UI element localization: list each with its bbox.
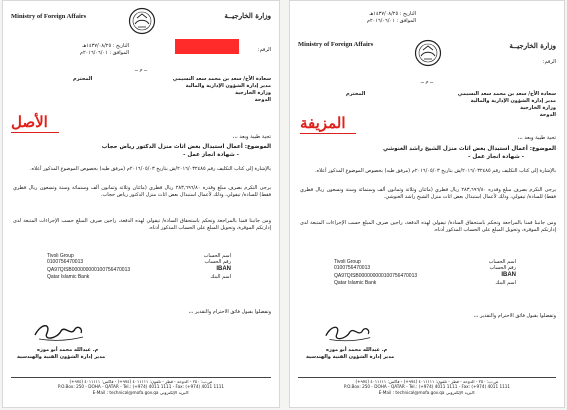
qatar-state-emblem-icon (128, 7, 156, 35)
subject-subtitle: - شهادة انجاز عمل - (183, 152, 239, 158)
footer-contact (7, 379, 275, 395)
footer-divider (11, 377, 271, 378)
iban-row (47, 266, 231, 274)
footer-email-label-arabic: البريد الإلكتروني: (159, 389, 190, 395)
date-gregorian: الموافق : ٢٠١٦/٠٦/٠١م (366, 18, 416, 24)
footer-email: E-Mail : technical@mofa.gov.qa (378, 389, 445, 395)
bank-details (334, 259, 516, 286)
date-hijri: التاريخ : ١٤٣٧/٠٨/٢٥هـ (369, 11, 416, 17)
account-number-label: رقم الحساب (489, 265, 516, 272)
stamp-underline (11, 132, 59, 133)
greeting: تحية طيبة وبعد ،،، (517, 135, 556, 141)
iban-label: IBAN (501, 271, 516, 278)
reference-label: الرقم: (257, 47, 271, 53)
signer-title: مدير إدارة الشؤون الفنية والهندسية (306, 354, 395, 360)
signer-name: م. عبدالله محمد أبو موزه (37, 347, 99, 353)
bank-name-value: Qatar Islamic Bank (334, 279, 377, 286)
footer-divider (298, 377, 556, 378)
paragraph-review: ومن جانبنا قمنا بالمراجعة وتحكم باستحقاق السادة/ تيفولي لهذه الدفعة، راجين صرف المبلغ حسب الإجراءات المتبعة لدى إدارتكم الموقرة، وتحويل المبلغ على الحساب المذكور أدناه. (13, 218, 271, 231)
iban-value: QA97QISB000000000100756470013 (334, 272, 418, 279)
paragraph-review: ومن جانبنا قمنا بالمراجعة وتحكم باستحقاق السادة/ تيفولي لهذه الدفعة، راجين صرف المبلغ حسب الإجراءات المتبعة لدى إدارتكم الموقرة، وتحويل المبلغ على الحساب المذكور أدناه. (300, 220, 556, 233)
closing-line: وتفضلوا بقبول فائق الاحترام والتقدير ،،، (473, 313, 556, 319)
english-ministry-header: Ministry of Foreign Affairs (298, 41, 374, 48)
footer-contact (294, 379, 560, 395)
bank-name-row (334, 280, 516, 286)
salutation: ــ م ــ (420, 79, 434, 85)
qatar-state-emblem-icon (414, 39, 442, 67)
footer-address-english: P.O.Box: 250 - DOHA - QATAR - Tel.: (+974) 4011 1111 - Fax: (+974) 4011 1111 (57, 384, 225, 390)
footer-email-label-arabic: البريد الإلكتروني: (445, 389, 476, 395)
signature-icon (31, 319, 87, 345)
redacted-reference-number (175, 39, 239, 54)
respect-label: المحترم (73, 76, 93, 82)
paragraph-payment: يرجى التكرم بصرف مبلغ وقدره ٢٨٣,٦٩٦/٨٠ ريال قطري (مائتان وثلاثة وثمانون ألف وستمائة وستة وتسعون ريال قطري فقط) للسادة/ تيفولي، وذلك لأعمال استبدال بعض اثاث منزل الدكتور رياض حجاب. (13, 185, 271, 198)
salutation: ــ م ــ (134, 67, 148, 73)
addressee-name: سعادة الأخ/ سعد بن محمد سعد النسيمي (457, 91, 556, 97)
iban-row (334, 272, 516, 280)
subject-line: الموضوع: أعمال استبدال بعض اثاث منزل الدكتور رياض حجاب (101, 144, 271, 150)
addressee-title: مدير إدارة الشؤون الإدارية والمالية (185, 83, 271, 89)
original-stamp-label: الأصل (11, 113, 48, 131)
document-forged (289, 0, 565, 408)
document-original (2, 0, 280, 408)
footer-email: E-Mail : technical@mofa.gov.qa (92, 389, 159, 395)
paragraph-reference: بالإشارة إلى كتاب التكليف رقم ٢٠١٦/٠٣٢٤٨٥/ش بتاريخ ٢٠١٦/٠٥/٠٣م (مرفق طيه) بخصوص الموضوع المذكور أعلاه. (314, 168, 556, 174)
date-hijri: التاريخ : ١٤٣٧/٠٨/٢٥هـ (82, 43, 129, 49)
subject-line: الموضوع: أعمال استبدال بعض اثاث منزل الشيخ راشد الغنوشي (383, 146, 556, 152)
paragraph-payment: يرجى التكرم بصرف مبلغ وقدره ٢٨٣,٦٩٦/٨٠ ريال قطري (مائتان وثلاثة وثمانون ألف وستمائة وستة وتسعون ريال قطري فقط) للسادة/ تيفولي، وذلك لأعمال استبدال بعض اثاث منزل الشيخ راشد الغنوشي. (300, 187, 556, 200)
account-name-label: اسم الحساب (488, 259, 516, 265)
addressee-ministry: وزارة الخارجية (520, 105, 556, 111)
bank-details (47, 253, 231, 280)
bank-name-label: اسم البنك (210, 273, 231, 280)
account-name-value: Tivoli Group (47, 253, 74, 259)
footer-address-arabic: ص.ب: ٢٥٠ - الدوحة - قطر - تلفون: ٤٠١١١١١ (٩٧٤+) - فاكس: ٤٠١١١١١ (٩٧٤+) (355, 379, 499, 384)
subject-subtitle: - شهادة انجاز عمل - (468, 154, 524, 160)
arabic-ministry-header: وزارة الخارجيــة (224, 11, 271, 20)
iban-value: QA97QISB000000000100756470013 (47, 266, 131, 273)
forged-stamp-label: المزيفة (300, 114, 346, 132)
footer-address-english: P.O.Box: 250 - DOHA - QATAR - Tel.: (+974) 4011 1111 - Fax: (+974) 4011 1111 (343, 384, 511, 390)
addressee-city: الدوحة (539, 112, 556, 118)
account-number-value: 0100756470013 (47, 259, 84, 266)
account-number-value: 0100756470013 (334, 265, 371, 272)
arabic-ministry-header: وزارة الخارجيــة (509, 41, 556, 50)
iban-label: IBAN (216, 265, 231, 272)
signer-title: مدير إدارة الشؤون الفنية والهندسية (17, 354, 106, 360)
addressee-ministry: وزارة الخارجية (235, 90, 271, 96)
footer-address-arabic: ص.ب: ٢٥٠ - الدوحة - قطر - تلفون: ٤٠١١١١١ (٩٧٤+) - فاكس: ٤٠١١١١١ (٩٧٤+) (69, 379, 213, 384)
date-gregorian: الموافق : ٢٠١٦/٠٦/٠١م (79, 50, 129, 56)
english-ministry-header: Ministry of Foreign Affairs (11, 13, 87, 20)
reference-label: الرقم: (542, 59, 556, 65)
signature-icon (320, 321, 376, 345)
stamp-underline (300, 133, 356, 134)
account-name-label: اسم الحساب (203, 253, 231, 259)
bank-name-label: اسم البنك (495, 279, 516, 286)
addressee-title: مدير إدارة الشؤون الإدارية والمالية (470, 98, 556, 104)
respect-label: المحترم (346, 91, 366, 97)
addressee-name: سعادة الأخ/ سعد بن محمد سعد النسيمي (172, 76, 271, 82)
bank-name-value: Qatar Islamic Bank (47, 273, 90, 280)
account-number-label: رقم الحساب (204, 259, 231, 266)
addressee-city: الدوحة (254, 97, 271, 103)
paragraph-reference: بالإشارة إلى كتاب التكليف رقم ٢٠١٦/٠٣٢٤٨٥/ش بتاريخ ٢٠١٦/٠٥/٠٣م (مرفق طيه) بخصوص الموضوع المذكور أعلاه. (29, 166, 271, 172)
account-name-value: Tivoli Group (334, 259, 361, 265)
signer-name: م. عبدالله محمد أبو موزه (326, 347, 388, 353)
closing-line: وتفضلوا بقبول فائق الاحترام والتقدير ،،، (188, 309, 271, 315)
greeting: تحية طيبة وبعد ،،، (232, 134, 271, 140)
bank-name-row (47, 274, 231, 280)
